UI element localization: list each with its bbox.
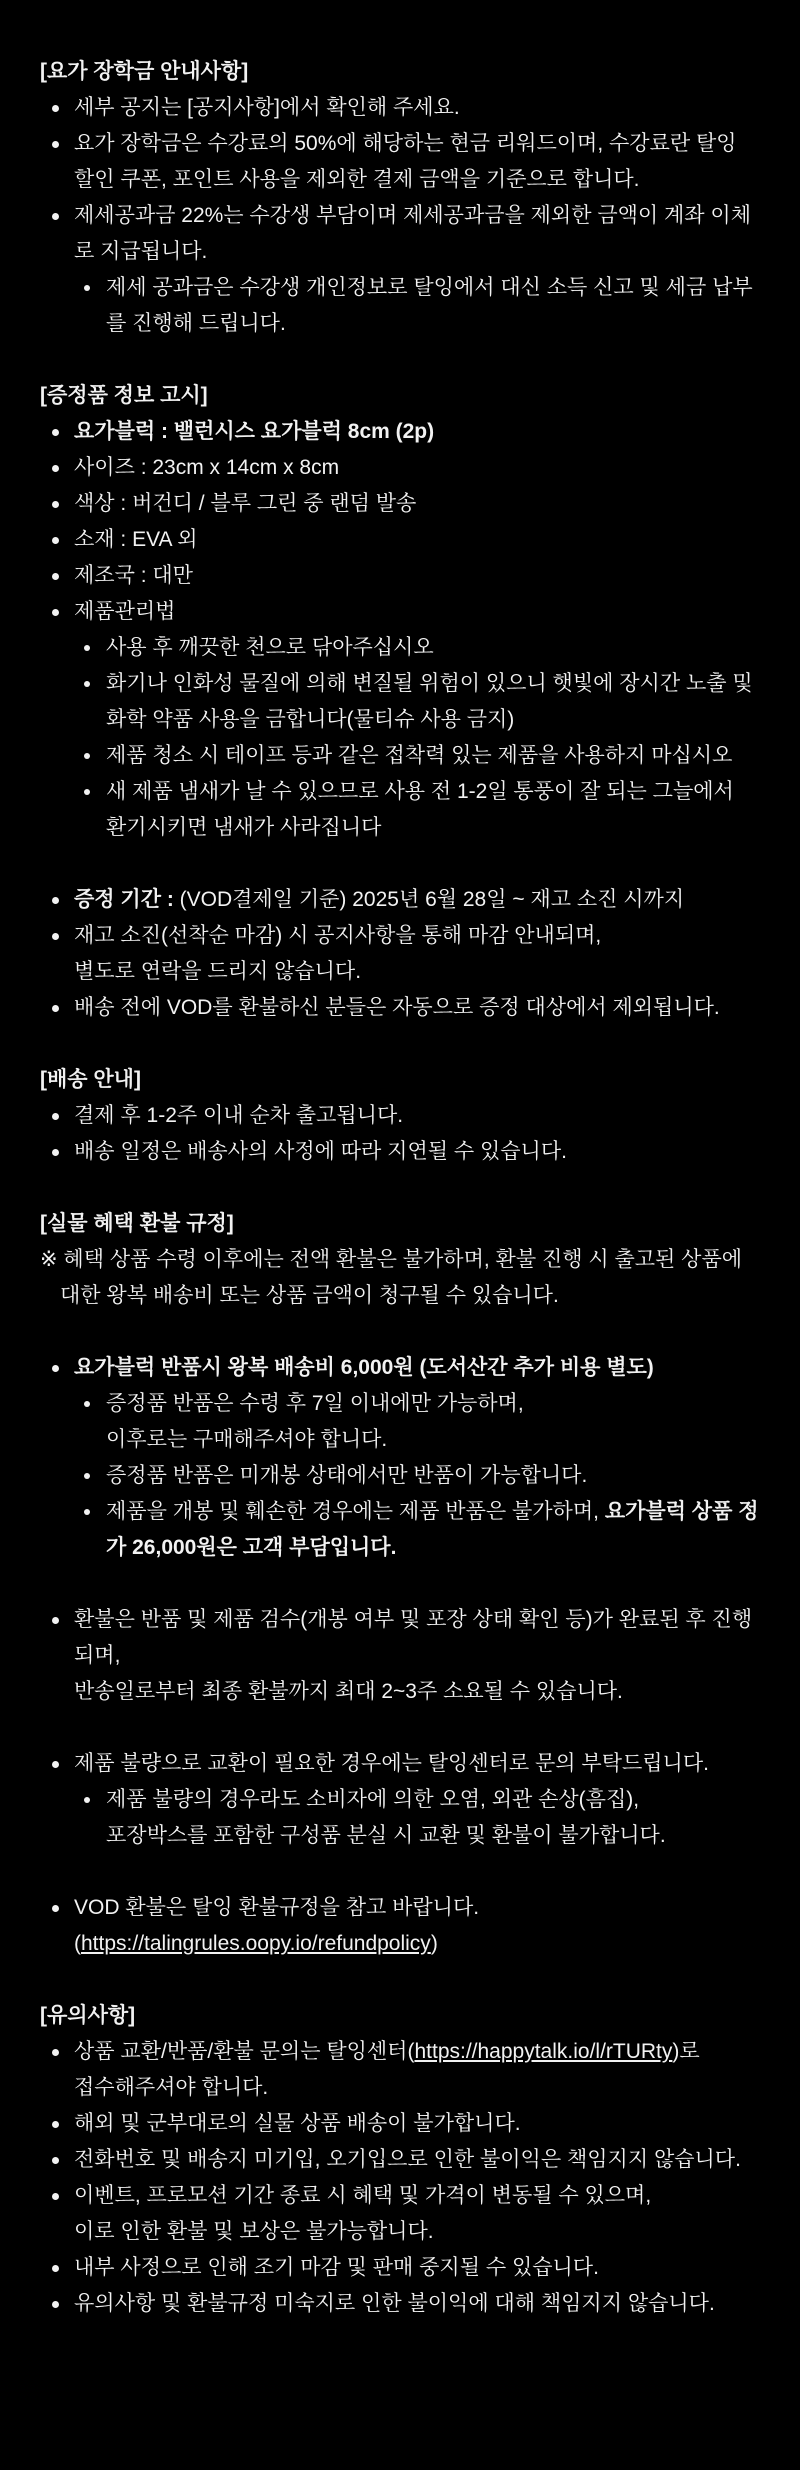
list-item: 소재 : EVA 외 [40, 522, 760, 558]
scholarship-section [40, 54, 760, 342]
gift-info-list [40, 414, 760, 846]
gift-info-section [40, 378, 760, 1026]
price-text: 요가블럭 상품 정가 26,000원은 고객 부담입니다. [106, 1500, 759, 1559]
line-pre: 상품 교환/반품/환불 문의는 탈잉센터( [74, 2040, 415, 2063]
line: 별도로 연락을 드리지 않습니다. [74, 960, 362, 983]
paren-close: ) [430, 1932, 438, 1955]
list-item: 배송 전에 VOD를 환불하신 분들은 자동으로 증정 대상에서 제외됩니다. [40, 990, 760, 1026]
list-item [40, 198, 760, 342]
shipping-fee-text: 요가블럭 반품시 왕복 배송비 6,000원 (도서산간 추가 비용 별도) [74, 1356, 654, 1379]
caution-heading: [유의사항] [40, 2004, 136, 2027]
list-item [40, 414, 760, 450]
line: 제품 불량의 경우라도 소비자에 의한 오염, 외관 손상(흠집), [106, 1788, 640, 1811]
list-item: 제조국 : 대만 [40, 558, 760, 594]
shipping-heading: [배송 안내] [40, 1068, 141, 1091]
line: VOD 환불은 탈잉 환불규정을 참고 바랍니다. [74, 1896, 480, 1919]
list-item [40, 1746, 760, 1854]
sub-list-item [74, 1782, 760, 1854]
caution-section [40, 1998, 760, 2322]
gift-name: 요가블럭 : 밸런시스 요가블럭 8cm (2p) [74, 420, 435, 443]
sub-list-item [74, 666, 760, 738]
list-item-text: 제세공과금 22%는 수강생 부담이며 제세공과금을 제외한 금액이 계좌 이체로 지급됩니다. [74, 204, 751, 263]
line: 이후로는 구매해주셔야 합니다. [106, 1428, 388, 1451]
sub-list [74, 1782, 760, 1854]
gift-info-heading: [증정품 정보 고시] [40, 384, 208, 407]
refund-list-a [40, 1350, 760, 1566]
sub-list-item: 제품 청소 시 테이프 등과 같은 접착력 있는 제품을 사용하지 마십시오 [74, 738, 760, 774]
line: 제품을 개봉 및 훼손한 경우에는 제품 반품은 불가하며, [106, 1500, 605, 1523]
caution-list [40, 2034, 760, 2322]
refund-list-c [40, 1746, 760, 1854]
list-item [40, 882, 760, 918]
sub-list-item: 증정품 반품은 미개봉 상태에서만 반품이 가능합니다. [74, 1458, 760, 1494]
period-label: 증정 기간 : [74, 888, 174, 911]
list-item [40, 1890, 760, 1962]
list-item [40, 1350, 760, 1566]
list-item: 색상 : 버건디 / 블루 그린 중 랜덤 발송 [40, 486, 760, 522]
sub-list-item: 사용 후 깨끗한 천으로 닦아주십시오 [74, 630, 760, 666]
scholarship-list [40, 90, 760, 342]
sub-list-item [74, 774, 760, 846]
list-item: 해외 및 군부대로의 실물 상품 배송이 불가합니다. [40, 2106, 760, 2142]
paren-open: ( [74, 1932, 81, 1955]
sub-list [74, 1386, 760, 1566]
list-item: 요가 장학금은 수강료의 50%에 해당하는 현금 리워드이며, 수강료란 탈잉 할인 쿠폰, 포인트 사용을 제외한 결제 금액을 기준으로 합니다. [40, 126, 760, 198]
sub-list-item [74, 1386, 760, 1458]
refund-list-d [40, 1890, 760, 1962]
sub-list [74, 270, 760, 342]
sub-list-item [74, 1494, 760, 1566]
list-item [40, 1602, 760, 1710]
line: 재고 소진(선착순 마감) 시 공지사항을 통해 마감 안내되며, [74, 924, 602, 947]
shipping-section [40, 1062, 760, 1170]
list-item: 결제 후 1-2주 이내 순차 출고됩니다. [40, 1098, 760, 1134]
line: 환불은 반품 및 제품 검수(개봉 여부 및 포장 상태 확인 등)가 완료된 후 진행되며, [74, 1608, 753, 1667]
scholarship-heading: [요가 장학금 안내사항] [40, 60, 249, 83]
list-item: 유의사항 및 환불규정 미숙지로 인한 불이익에 대해 책임지지 않습니다. [40, 2286, 760, 2322]
care-list [74, 630, 760, 846]
refund-list-b [40, 1602, 760, 1710]
help-center-link[interactable]: https://happytalk.io/l/rTURty [414, 2040, 673, 2063]
list-item: 전화번호 및 배송지 미기입, 오기입으로 인한 불이익은 책임지지 않습니다. [40, 2142, 760, 2178]
line: 새 제품 냄새가 날 수 있으므로 사용 전 1-2일 통풍이 잘 되는 그늘에서 [106, 780, 734, 803]
line: 이벤트, 프로모션 기간 종료 시 혜택 및 가격이 변동될 수 있으며, [74, 2184, 652, 2207]
line: 이로 인한 환불 및 보상은 불가능합니다. [74, 2220, 434, 2243]
line [74, 2034, 760, 2070]
list-item [40, 2034, 760, 2106]
list-item-text: 제품관리법 [74, 600, 176, 623]
gift-period-list [40, 882, 760, 1026]
line: 포장박스를 포함한 구성품 분실 시 교환 및 환불이 불가합니다. [106, 1824, 666, 1847]
line: 화기나 인화성 물질에 의해 변질될 위험이 있으니 햇빛에 장시간 노출 및 [106, 672, 753, 695]
shipping-list [40, 1098, 760, 1170]
list-item: 사이즈 : 23cm x 14cm x 8cm [40, 450, 760, 486]
line: 증정품 반품은 수령 후 7일 이내에만 가능하며, [106, 1392, 524, 1415]
refund-policy-link[interactable]: https://talingrules.oopy.io/refundpolicy [81, 1932, 431, 1955]
refund-section [40, 1206, 760, 1962]
list-item [40, 918, 760, 990]
line [74, 1926, 760, 1962]
list-item: 내부 사정으로 인해 조기 마감 및 판매 중지될 수 있습니다. [40, 2250, 760, 2286]
line: 반송일로부터 최종 환불까지 최대 2~3주 소요될 수 있습니다. [74, 1680, 623, 1703]
sub-list-item: 제세 공과금은 수강생 개인정보로 탈잉에서 대신 소득 신고 및 세금 납부를 진행해 드립니다. [74, 270, 760, 342]
list-item: 배송 일정은 배송사의 사정에 따라 지연될 수 있습니다. [40, 1134, 760, 1170]
line: 환기시키면 냄새가 사라집니다 [106, 816, 382, 839]
line: 접수해주셔야 합니다. [74, 2076, 269, 2099]
list-item: 세부 공지는 [공지사항]에서 확인해 주세요. [40, 90, 760, 126]
line-post: )로 [672, 2040, 700, 2063]
refund-note: ※ 혜택 상품 수령 이후에는 전액 환불은 불가하며, 환불 진행 시 출고된 상품에 대한 왕복 배송비 또는 상품 금액이 청구될 수 있습니다. [40, 1248, 743, 1307]
list-item-text: 제품 불량으로 교환이 필요한 경우에는 탈잉센터로 문의 부탁드립니다. [74, 1752, 709, 1775]
list-item [40, 2178, 760, 2250]
period-text: (VOD결제일 기준) 2025년 6월 28일 ~ 재고 소진 시까지 [173, 888, 685, 911]
line: 화학 약품 사용을 금합니다(물티슈 사용 금지) [106, 708, 515, 731]
list-item [40, 594, 760, 846]
refund-heading: [실물 혜택 환불 규정] [40, 1212, 234, 1235]
